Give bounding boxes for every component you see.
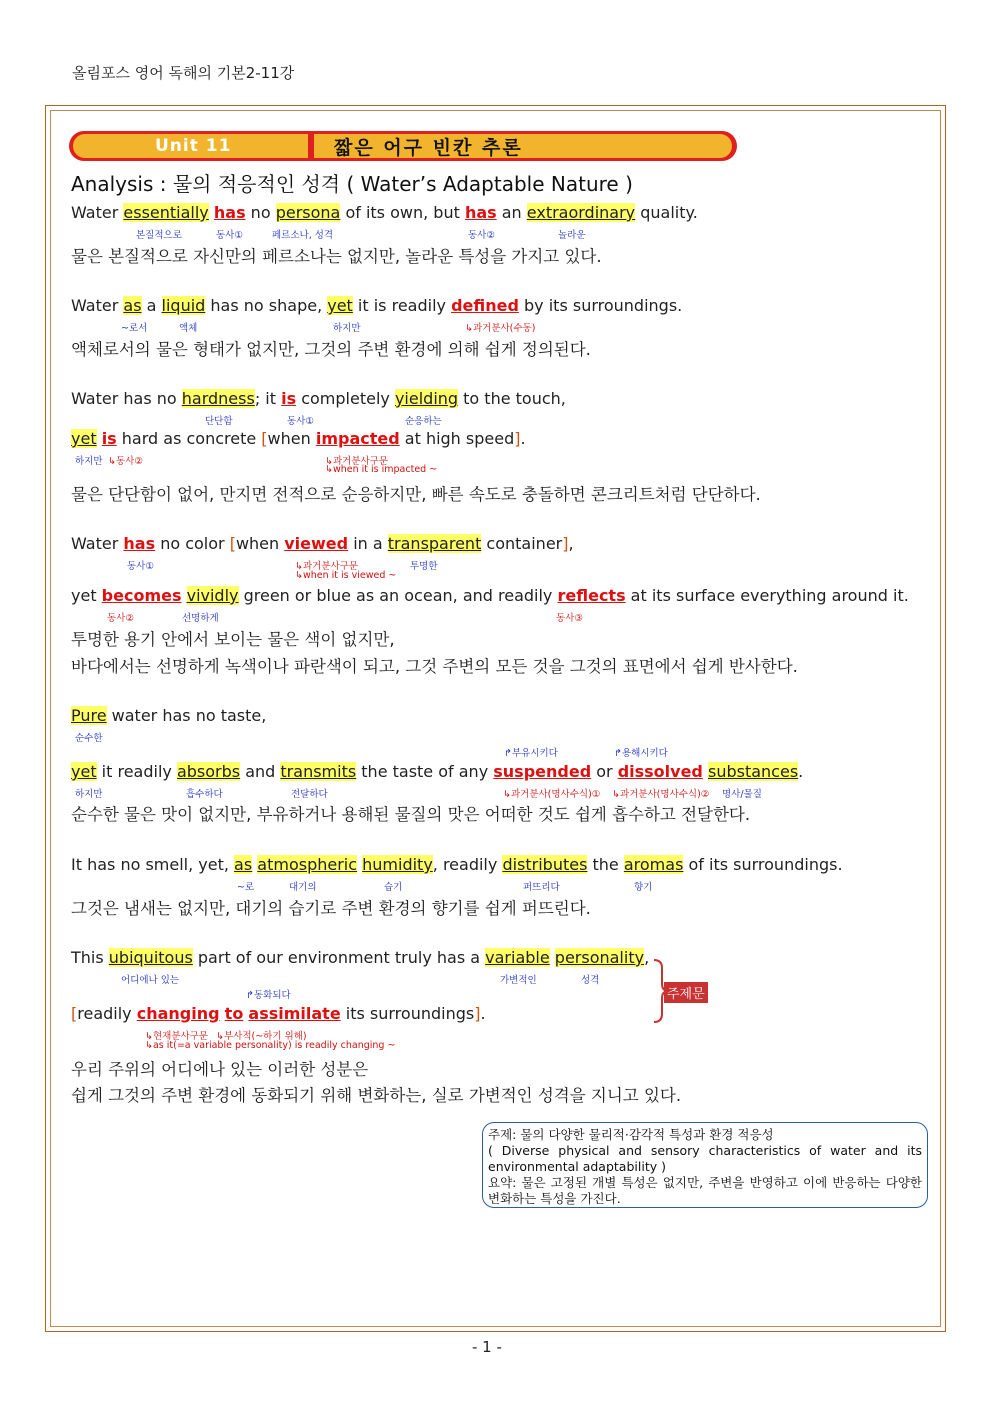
verb-word: becomes xyxy=(101,586,182,605)
theme-sentence-tag: 주제문 xyxy=(664,982,708,1003)
sentence-4-ko-line2: 바다에서는 선명하게 녹색이나 파란색이 되고, 그것 주변의 모든 것을 그것의 표면에서 쉽게 반사한다. xyxy=(71,657,798,676)
key-word: liquid xyxy=(161,296,206,315)
gloss-grammar: ↳when it is viewed ~ xyxy=(295,570,397,581)
sentence-3-en-line1: Water has no hardness; it is completely yielding to the touch, xyxy=(71,389,566,408)
key-word: persona xyxy=(275,203,341,222)
key-word: as xyxy=(234,855,253,874)
summary-text: 요약: 물은 고정된 개별 특성은 없지만, 주변을 반영하고 이에 반응하는 다양한 변화하는 특성을 가진다. xyxy=(488,1175,922,1206)
gloss: 액체 xyxy=(179,323,198,334)
gloss: 퍼뜨리다 xyxy=(523,882,560,893)
sentence-2-en: Water as a liquid has no shape, yet it is readily defined by its surroundings. xyxy=(71,296,683,315)
gloss: ~로 xyxy=(237,882,255,893)
sentence-5-en-line2: yet it readily absorbs and transmits the taste of any suspended or dissolved substances. xyxy=(71,762,804,781)
sentence-7-ko-line1: 우리 주위의 어디에나 있는 이러한 성분은 xyxy=(71,1060,369,1079)
sentence-7-ko-line2: 쉽게 그것의 주변 환경에 동화되기 위해 변화하는, 실로 가변적인 성격을 지니고 있다. xyxy=(71,1086,682,1105)
verb-word: viewed xyxy=(284,534,349,553)
gloss: 대기의 xyxy=(289,882,317,893)
gloss: 전달하다 xyxy=(291,789,328,800)
verb-word: defined xyxy=(451,296,519,315)
sentence-3-ko: 물은 단단함이 없어, 만지면 전적으로 순응하지만, 빠른 속도로 충돌하면 콘크리트처럼 단단하다. xyxy=(71,485,761,504)
sentence-4-en-line2: yet becomes vividly green or blue as an ocean, and readily reflects at its surface everything around it. xyxy=(71,586,909,605)
sentence-5-en-line1: Pure water has no taste, xyxy=(71,706,267,725)
sentence-6-en: It has no smell, yet, as atmospheric humidity, readily distributes the aromas of its surroundings. xyxy=(71,855,843,874)
summary-theme-en: ( Diverse physical and sensory characteristics of water and its environmental adaptability ) xyxy=(488,1143,922,1174)
sentence-7-en-line1: This ubiquitous part of our environment truly has a variable personality, xyxy=(71,948,650,967)
gloss-above: ↱동화되다 xyxy=(246,990,291,1001)
sentence-3-en-line2: yet is hard as concrete [when impacted at high speed]. xyxy=(71,429,526,448)
gloss-grammar: ↳as it(=a variable personality) is readily changing ~ xyxy=(145,1040,396,1051)
gloss-grammar: ↳과거분사구문 xyxy=(325,456,389,467)
gloss: 동사③ xyxy=(556,613,583,624)
gloss-grammar: ↳과거분사(명사수식)① xyxy=(503,789,601,800)
gloss-grammar: ↳부사적(~하기 위해) xyxy=(216,1031,307,1042)
verb-word: reflects xyxy=(557,586,626,605)
key-word: transmits xyxy=(280,762,357,781)
gloss-grammar: ↳현재분사구문 xyxy=(145,1031,209,1042)
key-word: aromas xyxy=(623,855,684,874)
key-word: as xyxy=(123,296,142,315)
key-word: ubiquitous xyxy=(108,948,193,967)
key-word: yet xyxy=(71,429,97,448)
unit-label: Unit 11 xyxy=(155,136,232,156)
sentence-2-ko: 액체로서의 물은 형태가 없지만, 그것의 주변 환경에 의해 쉽게 정의된다. xyxy=(71,340,591,359)
sentence-5-ko: 순수한 물은 맛이 없지만, 부유하거나 용해된 물질의 맛은 어떠한 것도 쉽게 흡수하고 전달한다. xyxy=(71,805,751,824)
gloss-above: ↱부유시키다 xyxy=(504,748,558,759)
key-word: yielding xyxy=(394,389,459,408)
key-word: atmospheric xyxy=(257,855,358,874)
sentence-1-en: Water essentially has no persona of its own, but has an extraordinary quality. xyxy=(71,203,698,222)
sentence-4-ko-line1: 투명한 용기 안에서 보이는 물은 색이 없지만, xyxy=(71,630,395,649)
verb-word: to xyxy=(224,1004,244,1023)
key-word: Pure xyxy=(71,706,107,725)
verb-word: dissolved xyxy=(617,762,703,781)
key-word: essentially xyxy=(123,203,209,222)
analysis-title: Analysis : 물의 적응적인 성격 ( Water’s Adaptable Nature ) xyxy=(71,172,633,196)
sentence-6-ko: 그것은 냄새는 없지만, 대기의 습기로 주변 환경의 향기를 쉽게 퍼뜨린다. xyxy=(71,899,591,918)
gloss: 가변적인 xyxy=(500,975,537,986)
gloss: 하지만 xyxy=(75,456,103,467)
key-word: transparent xyxy=(387,534,482,553)
page-number: - 1 - xyxy=(472,1338,502,1356)
verb-word: impacted xyxy=(315,429,400,448)
unit-title: 짧은 어구 빈칸 추론 xyxy=(334,137,523,159)
sentence-4-en-line1: Water has no color [when viewed in a transparent container], xyxy=(71,534,574,553)
gloss: 놀라운 xyxy=(558,230,586,241)
gloss: 투명한 xyxy=(410,561,438,572)
verb-word: assimilate xyxy=(248,1004,341,1023)
summary-box xyxy=(482,1122,928,1208)
gloss-grammar: ↳when it is impacted ~ xyxy=(325,464,438,475)
key-word: humidity xyxy=(362,855,433,874)
sentence-1-ko: 물은 본질적으로 자신만의 페르소나는 없지만, 놀라운 특성을 가지고 있다. xyxy=(71,247,602,266)
key-word: distributes xyxy=(502,855,588,874)
summary-theme: 주제: 물의 다양한 물리적·감각적 특성과 환경 적응성 xyxy=(488,1127,774,1142)
gloss: 향기 xyxy=(634,882,653,893)
gloss: 어디에나 있는 xyxy=(121,975,180,986)
verb-word: has xyxy=(123,534,156,553)
gloss: 명사/물질 xyxy=(722,789,762,800)
gloss: 성격 xyxy=(581,975,600,986)
gloss-grammar: ↳과거분사(수동) xyxy=(465,323,536,334)
gloss-above: ↱용해시키다 xyxy=(614,748,668,759)
document-header: 올림포스 영어 독해의 기본2-11강 xyxy=(72,64,295,82)
key-word: variable xyxy=(485,948,550,967)
verb-word: changing xyxy=(136,1004,220,1023)
verb-word: suspended xyxy=(493,762,592,781)
gloss-grammar: ↳과거분사(명사수식)② xyxy=(612,789,710,800)
verb-word: has xyxy=(464,203,497,222)
gloss: 동사① xyxy=(127,561,154,572)
key-word: yet xyxy=(327,296,353,315)
gloss: 동사① xyxy=(216,230,243,241)
gloss: 단단함 xyxy=(205,416,233,427)
gloss: 동사② xyxy=(107,613,134,624)
gloss: 페르소나, 성격 xyxy=(272,230,334,241)
gloss: 하지만 xyxy=(75,789,103,800)
key-word: hardness xyxy=(181,389,255,408)
gloss: 하지만 xyxy=(333,323,361,334)
key-word: extraordinary xyxy=(526,203,636,222)
sentence-7-en-line2: [readily changing to assimilate its surroundings]. xyxy=(71,1004,486,1023)
key-word: substances xyxy=(707,762,799,781)
gloss-grammar: ↳동사② xyxy=(108,456,143,467)
verb-word: has xyxy=(213,203,246,222)
gloss: 순응하는 xyxy=(405,416,442,427)
key-word: yet xyxy=(71,762,97,781)
gloss: 동사② xyxy=(468,230,495,241)
word: Water xyxy=(71,203,124,222)
gloss: 습기 xyxy=(384,882,403,893)
gloss: ~로서 xyxy=(121,323,148,334)
gloss: 선명하게 xyxy=(182,613,219,624)
key-word: vividly xyxy=(186,586,239,605)
verb-word: is xyxy=(101,429,117,448)
gloss: 순수한 xyxy=(75,733,103,744)
key-word: personality xyxy=(554,948,645,967)
gloss-grammar: ↳과거분사구문 xyxy=(295,561,359,572)
gloss: 동사① xyxy=(287,416,314,427)
gloss: 흡수하다 xyxy=(186,789,223,800)
verb-word: is xyxy=(281,389,297,408)
key-word: absorbs xyxy=(176,762,241,781)
gloss: 본질적으로 xyxy=(136,230,182,241)
